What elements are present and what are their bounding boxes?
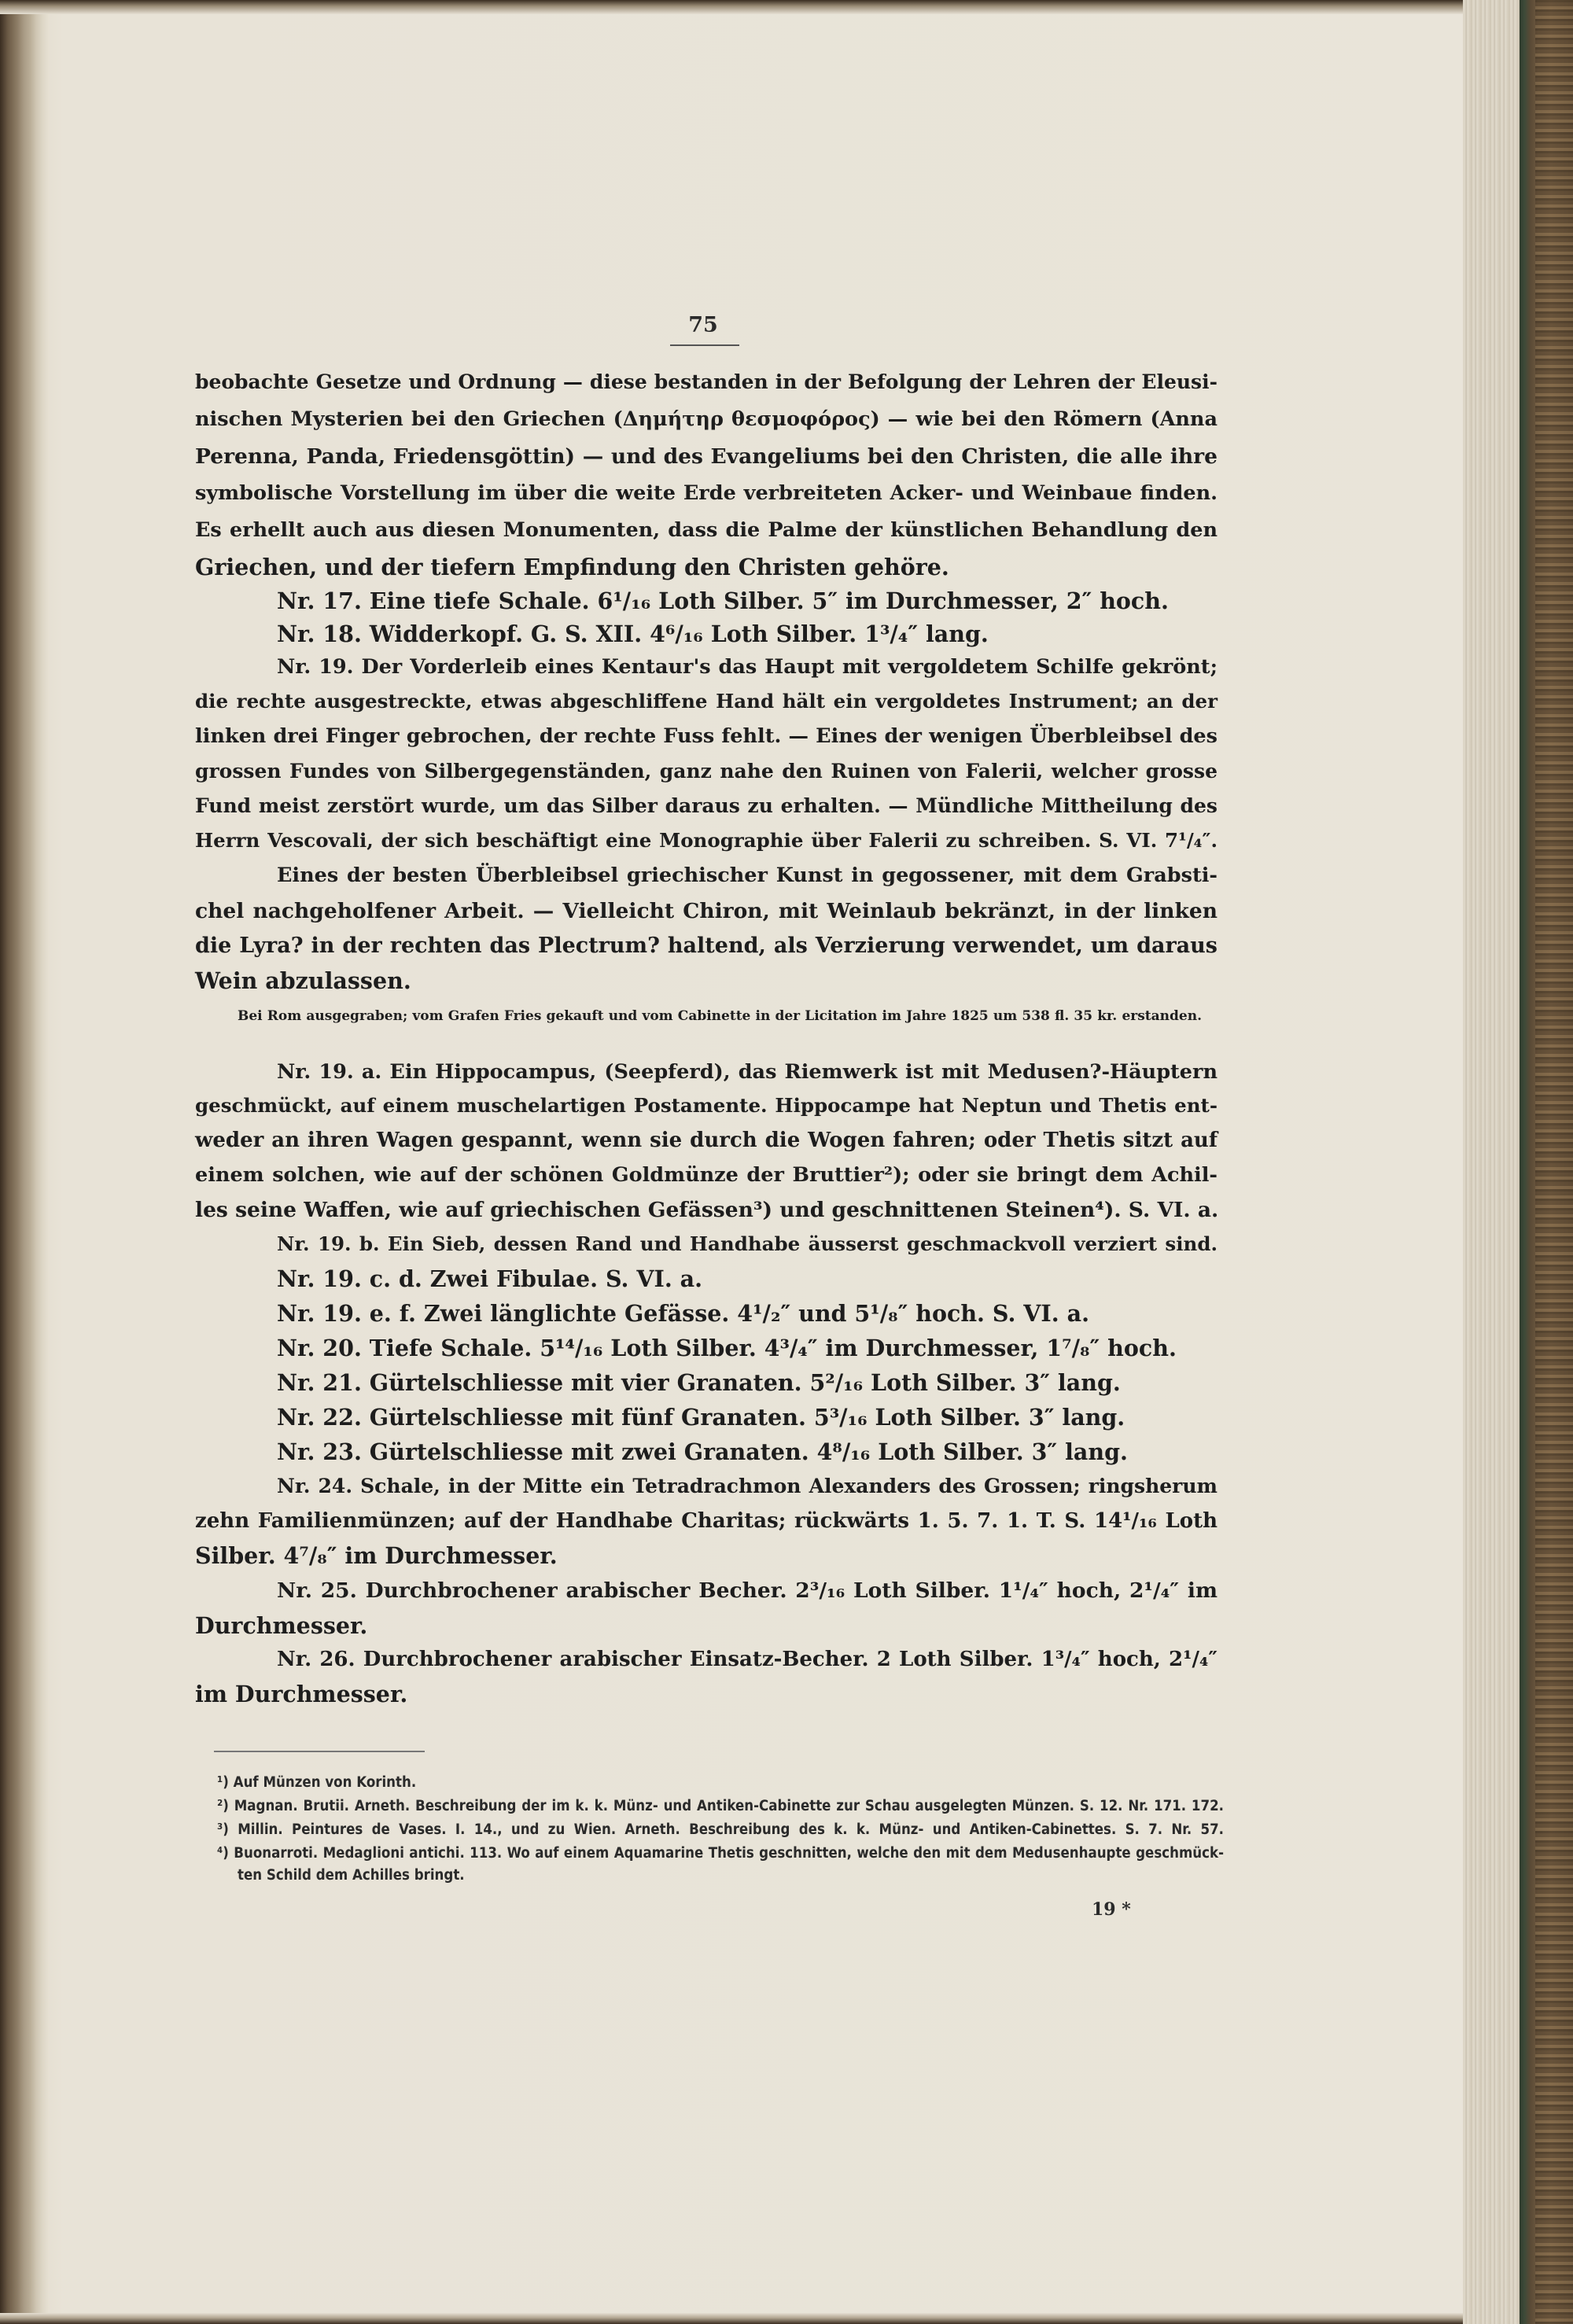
text-line: Herrn Vescovali, der sich beschäftigt eine Monographie über Falerii zu schreiben. S. VI. 7¹/₄″.	[195, 829, 1218, 852]
catalog-entry-19cd: Nr. 19. c. d. Zwei Fibulae. S. VI. a.	[277, 1265, 703, 1292]
catalog-entry-26: Nr. 26. Durchbrochener arabischer Einsatz-Becher. 2 Loth Silber. 1³/₄″ hoch, 2¹/₄″	[277, 1648, 1218, 1671]
text-line: weder an ihren Wagen gespannt, wenn sie durch die Wogen fahren; oder Thetis sitzt auf	[195, 1129, 1218, 1152]
catalog-entry-23: Nr. 23. Gürtelschliesse mit zwei Granaten. 4⁸/₁₆ Loth Silber. 3″ lang.	[277, 1438, 1128, 1465]
text-line: Eines der besten Überbleibsel griechischer Kunst in gegossener, mit dem Grabsti-	[277, 864, 1218, 887]
text-line: les seine Waffen, wie auf griechischen Gefässen³) und geschnittenen Steinen⁴). S. VI. a.	[195, 1198, 1219, 1222]
catalog-entry-20: Nr. 20. Tiefe Schale. 5¹⁴/₁₆ Loth Silber. 4³/₄″ im Durchmesser, 1⁷/₈″ hoch.	[277, 1335, 1177, 1361]
text-line: nischen Mysterien bei den Griechen (Δημήτηρ θεσμοφόρος) — wie bei den Römern (Anna	[195, 407, 1218, 431]
catalog-entry-19b: Nr. 19. b. Ein Sieb, dessen Rand und Handhabe äusserst geschmackvoll verziert sind.	[277, 1232, 1218, 1255]
catalog-entry-22: Nr. 22. Gürtelschliesse mit fünf Granaten. 5³/₁₆ Loth Silber. 3″ lang.	[277, 1404, 1125, 1431]
text-line: Griechen, und der tiefern Empfindung den Christen gehöre.	[195, 554, 949, 580]
text-line: die rechte ausgestreckte, etwas abgeschliffene Hand hält ein vergoldetes Instrument; an der	[195, 690, 1218, 713]
signature-mark: 19 *	[1092, 1899, 1131, 1920]
text-line: zehn Familienmünzen; auf der Handhabe Charitas; rückwärts 1. 5. 7. 1. T. S. 14¹/₁₆ Loth	[195, 1509, 1218, 1533]
text-line: geschmückt, auf einem muschelartigen Postamente. Hippocampe hat Neptun und Thetis ent-	[195, 1094, 1218, 1117]
text-line: die Lyra? in der rechten das Plectrum? haltend, als Verzierung verwendet, um daraus	[195, 934, 1218, 958]
text-line: beobachte Gesetze und Ordnung — diese bestanden in der Befolgung der Lehren der Eleusi-	[195, 370, 1218, 393]
text-line: einem solchen, wie auf der schönen Goldmünze der Bruttier²); oder sie bringt dem Achil-	[195, 1163, 1218, 1187]
text-line: Durchmesser.	[195, 1612, 368, 1639]
page-top-edge	[0, 0, 1522, 14]
text-line: linken drei Finger gebrochen, der rechte Fuss fehlt. — Eines der wenigen Überbleibsel des	[195, 724, 1218, 748]
footnote-rule	[214, 1751, 425, 1752]
book-cover-edge	[1520, 0, 1573, 2324]
page-bottom-edge	[0, 2313, 1522, 2324]
catalog-entry-25: Nr. 25. Durchbrochener arabischer Becher. 2³/₁₆ Loth Silber. 1¹/₄″ hoch, 2¹/₄″ im	[277, 1578, 1218, 1603]
text-line: im Durchmesser.	[195, 1681, 408, 1707]
footnote-4-continued: ten Schild dem Achilles bringt.	[238, 1867, 465, 1884]
catalog-entry-19: Nr. 19. Der Vorderleib eines Kentaur's das Haupt mit vergoldetem Schilfe gekrönt;	[277, 655, 1218, 679]
footnote-2: ²) Magnan. Brutii. Arneth. Beschreibung der im k. k. Münz- und Antiken-Cabinette zur Schau ausgelegten Münzen. S. 12. Nr. 171. 172.	[217, 1798, 1224, 1814]
provenance-note: Bei Rom ausgegraben; vom Grafen Fries gekauft und vom Cabinette in der Licitation im Jahre 1825 um 538 fl. 35 kr. erstanden.	[238, 1008, 1202, 1024]
catalog-entry-17: Nr. 17. Eine tiefe Schale. 6¹/₁₆ Loth Silber. 5″ im Durchmesser, 2″ hoch.	[277, 587, 1169, 614]
catalog-entry-21: Nr. 21. Gürtelschliesse mit vier Granaten. 5²/₁₆ Loth Silber. 3″ lang.	[277, 1369, 1121, 1396]
text-line: Silber. 4⁷/₈″ im Durchmesser.	[195, 1542, 558, 1569]
text-line: Perenna, Panda, Friedensgöttin) — und des Evangeliums bei den Christen, die alle ihre	[195, 444, 1218, 469]
page-number: 75	[688, 313, 718, 337]
catalog-entry-24: Nr. 24. Schale, in der Mitte ein Tetradrachmon Alexanders des Grossen; ringsherum	[277, 1475, 1218, 1497]
footnote-4: ⁴) Buonarroti. Medaglioni antichi. 113. Wo auf einem Aquamarine Thetis geschnitten, welche den mit dem Medusenhaupte geschmück-	[217, 1845, 1224, 1862]
text-line: grossen Fundes von Silbergegenständen, ganz nahe den Ruinen von Falerii, welcher grosse	[195, 760, 1218, 783]
catalog-entry-19a: Nr. 19. a. Ein Hippocampus, (Seepferd), das Riemwerk ist mit Medusen?-Häuptern	[277, 1060, 1218, 1084]
text-line: Es erhellt auch aus diesen Monumenten, dass die Palme der künstlichen Behandlung den	[195, 518, 1218, 542]
text-line: chel nachgeholfener Arbeit. — Vielleicht Chiron, mit Weinlaub bekränzt, in der linken	[195, 899, 1218, 923]
header-rule	[670, 344, 739, 346]
text-line: symbolische Vorstellung im über die weite Erde verbreiteten Acker- und Weinbaue finden.	[195, 481, 1218, 505]
catalog-entry-19ef: Nr. 19. e. f. Zwei länglichte Gefässe. 4¹/₂″ und 5¹/₈″ hoch. S. VI. a.	[277, 1300, 1089, 1327]
catalog-entry-18: Nr. 18. Widderkopf. G. S. XII. 4⁶/₁₆ Loth Silber. 1³/₄″ lang.	[277, 621, 989, 647]
text-line: Wein abzulassen.	[195, 967, 411, 994]
text-line: Fund meist zerstört wurde, um das Silber daraus zu erhalten. — Mündliche Mittheilung des	[195, 794, 1218, 817]
footnote-3: ³) Millin. Peintures de Vases. I. 14., und zu Wien. Arneth. Beschreibung des k. k. Münz- und Antiken-Cabinettes. S. 7. Nr. 57.	[217, 1821, 1224, 1838]
footnote-1: ¹) Auf Münzen von Korinth.	[217, 1774, 417, 1791]
